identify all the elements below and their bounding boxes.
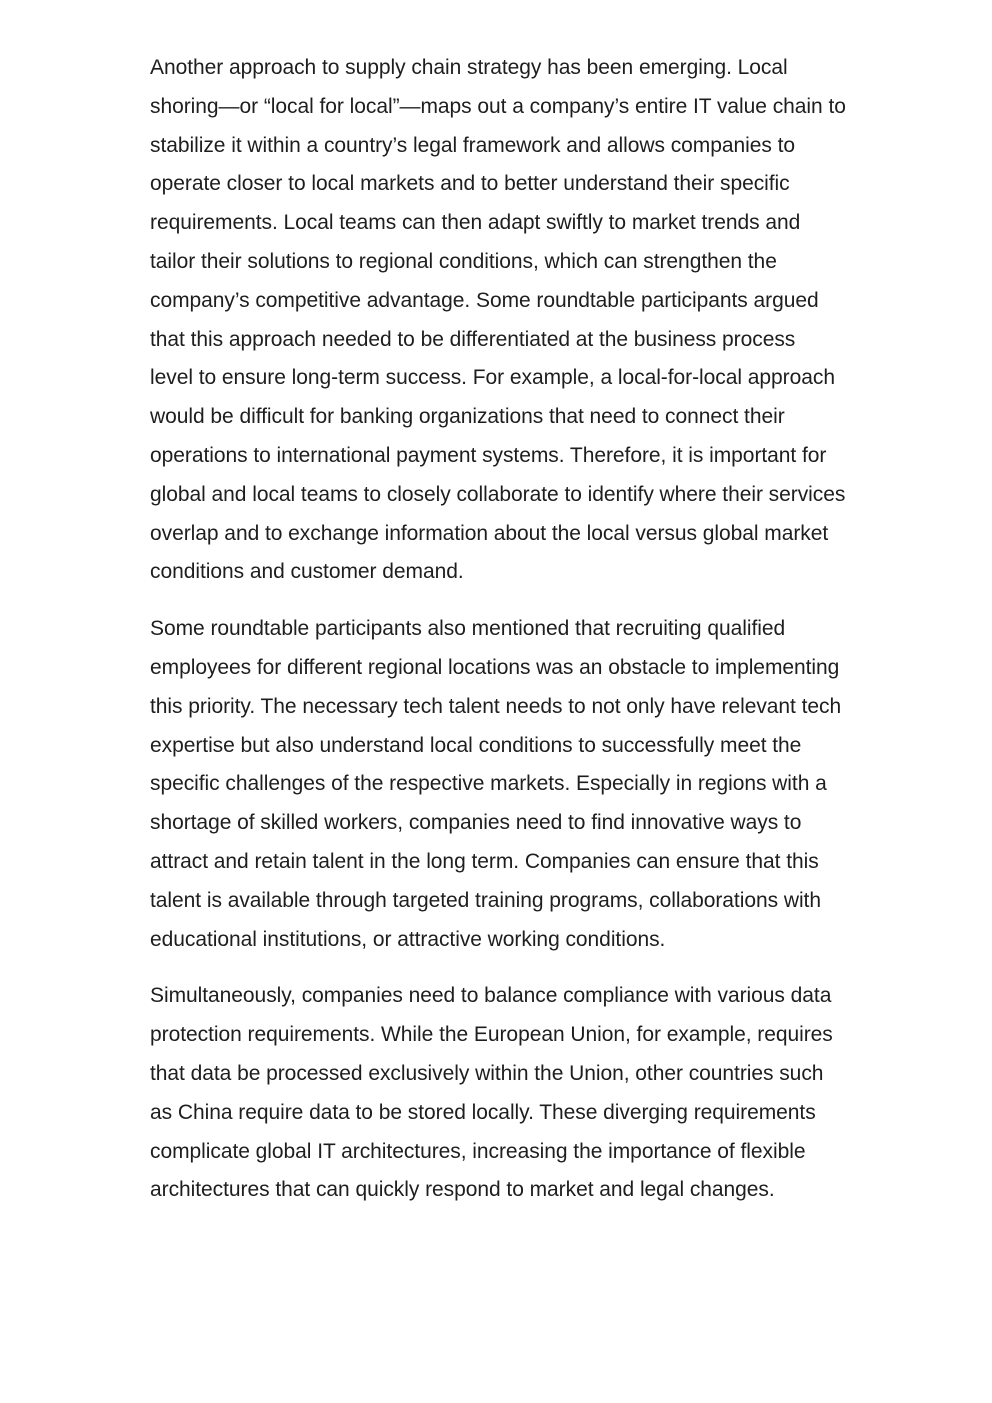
text-line: shortage of skilled workers, companies need to find innovative ways to [150,811,802,835]
text-line: conditions and customer demand. [150,560,464,584]
text-line: educational institutions, or attractive working conditions. [150,927,666,951]
text-line: shoring—or “local for local”—maps out a company’s entire IT value chain to [150,94,846,118]
text-line: specific challenges of the respective markets. Especially in regions with a [150,772,827,796]
text-line: overlap and to exchange information about the local versus global market [150,521,829,545]
text-line: Another approach to supply chain strategy has been emerging. Local [150,56,788,79]
text-line: operate closer to local markets and to better understand their specific [150,172,790,196]
text-line: architectures that can quickly respond to market and legal changes. [150,1178,775,1202]
text-line: tailor their solutions to regional conditions, which can strengthen the [150,249,777,273]
paragraph-data-protection [150,977,920,1210]
text-line: operations to international payment systems. Therefore, it is important for [150,443,827,467]
text-line: complicate global IT architectures, increasing the importance of flexible [150,1139,806,1163]
text-line: as China require data to be stored locally. These diverging requirements [150,1100,816,1124]
paragraph-local-for-local [150,49,920,592]
text-line: that this approach needed to be differentiated at the business process [150,327,796,351]
text-line: protection requirements. While the European Union, for example, requires [150,1023,833,1047]
text-line: requirements. Local teams can then adapt swiftly to market trends and [150,211,801,235]
text-line: that data be processed exclusively within the Union, other countries such [150,1061,824,1085]
text-line: company’s competitive advantage. Some roundtable participants argued [150,288,819,312]
text-line: this priority. The necessary tech talent needs to not only have relevant tech [150,694,842,718]
text-line: talent is available through targeted training programs, collaborations with [150,888,821,912]
text-line: employees for different regional locations was an obstacle to implementing [150,655,840,679]
document-body [150,49,920,1228]
text-line: expertise but also understand local conditions to successfully meet the [150,733,802,757]
paragraph-talent-recruiting [150,610,920,959]
text-line: global and local teams to closely collaborate to identify where their services [150,482,846,506]
text-line: attract and retain talent in the long term. Companies can ensure that this [150,849,819,873]
text-line: level to ensure long-term success. For example, a local-for-local approach [150,366,835,390]
text-line: stabilize it within a country’s legal framework and allows companies to [150,133,796,157]
text-line: Some roundtable participants also mentioned that recruiting qualified [150,617,786,641]
text-line: would be difficult for banking organizations that need to connect their [150,405,785,429]
text-line: Simultaneously, companies need to balance compliance with various data [150,984,832,1008]
